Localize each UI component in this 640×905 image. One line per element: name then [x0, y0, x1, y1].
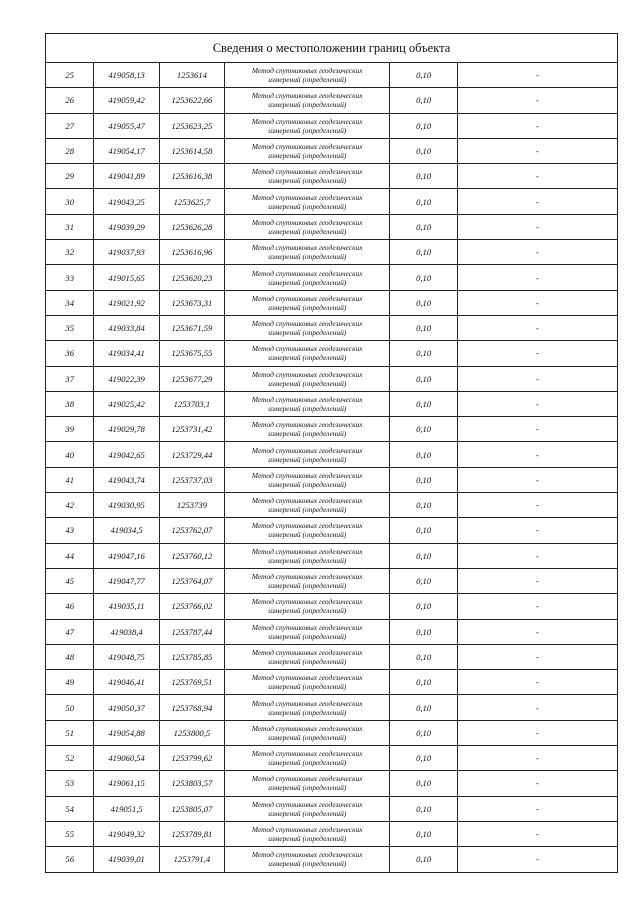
method-line-2: измерений (определений): [268, 454, 347, 464]
method-line-2: измерений (определений): [268, 328, 347, 338]
boundary-coordinates-table: [45, 33, 618, 873]
method-line-1: Метод спутниковых геодезических: [251, 799, 363, 809]
table-row: [46, 138, 618, 163]
table-row: [46, 619, 618, 644]
determination-method: [225, 341, 390, 366]
method-line-1: Метод спутниковых геодезических: [251, 395, 363, 404]
coordinate-x: 419050,37: [94, 695, 159, 720]
determination-method: [225, 720, 390, 745]
point-number: 36: [46, 341, 94, 366]
empty-value-dash: -: [457, 594, 617, 619]
empty-value-dash: -: [457, 366, 617, 391]
table-row: [46, 341, 618, 366]
coordinate-x: 419033,84: [94, 315, 159, 340]
table-row: [46, 518, 618, 543]
method-line-2: измерений (определений): [268, 707, 347, 717]
table-row: [46, 290, 618, 315]
table-row: [46, 214, 618, 239]
method-line-1: Метод спутниковых геодезических: [251, 572, 363, 582]
method-line-2: измерений (определений): [268, 555, 347, 565]
empty-value-dash: -: [457, 442, 617, 467]
point-number: 51: [46, 720, 94, 745]
empty-value-dash: -: [457, 644, 617, 669]
method-line-1: Метод спутниковых геодезических: [251, 597, 363, 607]
table-row: [46, 771, 618, 796]
coordinate-x: 419059,42: [94, 88, 159, 113]
point-number: 28: [46, 138, 94, 163]
precision-value: 0,10: [390, 138, 457, 163]
precision-value: 0,10: [390, 240, 457, 265]
point-number: 43: [46, 518, 94, 543]
point-number: 29: [46, 164, 94, 189]
method-line-1: Метод спутниковых геодезических: [251, 243, 363, 253]
determination-method: [225, 366, 390, 391]
determination-method: [225, 771, 390, 796]
coordinate-y: 1253622,66: [159, 88, 224, 113]
empty-value-dash: -: [457, 315, 617, 340]
coordinate-y: 1253739: [159, 493, 224, 518]
point-number: 49: [46, 670, 94, 695]
precision-value: 0,10: [390, 746, 457, 771]
point-number: 55: [46, 821, 94, 846]
empty-value-dash: -: [457, 695, 617, 720]
precision-value: 0,10: [390, 88, 457, 113]
coordinate-x: 419021,92: [94, 290, 159, 315]
method-line-1: Метод спутниковых геодезических: [251, 521, 363, 531]
coordinate-y: 1253737,03: [159, 467, 224, 492]
method-line-1: Метод спутниковых геодезических: [251, 698, 363, 708]
method-line-2: измерений (определений): [268, 277, 347, 287]
precision-value: 0,10: [390, 493, 457, 518]
point-number: 26: [46, 88, 94, 113]
method-line-2: измерений (определений): [268, 201, 347, 211]
coordinate-y: 1253799,62: [159, 746, 224, 771]
point-number: 42: [46, 493, 94, 518]
table-row: [46, 720, 618, 745]
method-line-2: измерений (определений): [268, 606, 347, 616]
empty-value-dash: -: [457, 290, 617, 315]
point-number: 40: [46, 442, 94, 467]
empty-value-dash: -: [457, 214, 617, 239]
method-line-2: измерений (определений): [268, 100, 347, 110]
coordinate-x: 419039,29: [94, 214, 159, 239]
determination-method: [225, 240, 390, 265]
method-line-2: измерений (определений): [268, 404, 347, 413]
method-line-1: Метод спутниковых геодезических: [251, 723, 363, 733]
coordinate-y: 1253614: [159, 63, 224, 88]
method-line-1: Метод спутниковых геодезических: [251, 496, 363, 506]
determination-method: [225, 619, 390, 644]
method-line-1: Метод спутниковых геодезических: [251, 369, 363, 379]
point-number: 32: [46, 240, 94, 265]
method-line-2: измерений (определений): [268, 75, 347, 85]
precision-value: 0,10: [390, 391, 457, 416]
determination-method: [225, 290, 390, 315]
method-line-1: Метод спутниковых геодезических: [251, 66, 363, 76]
method-line-1: Метод спутниковых геодезических: [251, 344, 363, 354]
table-row: [46, 189, 618, 214]
coordinate-y: 1253769,51: [159, 670, 224, 695]
coordinate-x: 419037,93: [94, 240, 159, 265]
empty-value-dash: -: [457, 341, 617, 366]
point-number: 30: [46, 189, 94, 214]
point-number: 39: [46, 417, 94, 442]
coordinate-x: 419047,16: [94, 543, 159, 568]
empty-value-dash: -: [457, 670, 617, 695]
determination-method: [225, 644, 390, 669]
coordinate-x: 419042,65: [94, 442, 159, 467]
method-line-2: измерений (определений): [268, 834, 347, 844]
table-row: [46, 391, 618, 416]
method-line-1: Метод спутниковых геодезических: [251, 420, 363, 430]
empty-value-dash: -: [457, 821, 617, 846]
method-line-2: измерений (определений): [268, 758, 347, 768]
method-line-2: измерений (определений): [268, 530, 347, 540]
table-row: [46, 315, 618, 340]
coordinate-y: 1253675,55: [159, 341, 224, 366]
coordinate-x: 419038,4: [94, 619, 159, 644]
method-line-2: измерений (определений): [268, 682, 347, 692]
coordinate-x: 419025,42: [94, 391, 159, 416]
point-number: 46: [46, 594, 94, 619]
precision-value: 0,10: [390, 568, 457, 593]
coordinate-y: 1253729,44: [159, 442, 224, 467]
table-row: [46, 467, 618, 492]
method-line-2: измерений (определений): [268, 732, 347, 742]
method-line-1: Метод спутниковых геодезических: [251, 217, 363, 227]
point-number: 52: [46, 746, 94, 771]
coordinate-y: 1253768,94: [159, 695, 224, 720]
precision-value: 0,10: [390, 290, 457, 315]
determination-method: [225, 746, 390, 771]
determination-method: [225, 594, 390, 619]
point-number: 54: [46, 796, 94, 821]
coordinate-y: 1253616,96: [159, 240, 224, 265]
precision-value: 0,10: [390, 366, 457, 391]
method-line-2: измерений (определений): [268, 859, 347, 869]
precision-value: 0,10: [390, 670, 457, 695]
determination-method: [225, 417, 390, 442]
coordinate-y: 1253625,7: [159, 189, 224, 214]
precision-value: 0,10: [390, 442, 457, 467]
determination-method: [225, 543, 390, 568]
empty-value-dash: -: [457, 164, 617, 189]
point-number: 33: [46, 265, 94, 290]
determination-method: [225, 138, 390, 163]
empty-value-dash: -: [457, 467, 617, 492]
precision-value: 0,10: [390, 821, 457, 846]
table-row: [46, 417, 618, 442]
determination-method: [225, 847, 390, 872]
method-line-2: измерений (определений): [268, 631, 347, 641]
point-number: 38: [46, 391, 94, 416]
determination-method: [225, 88, 390, 113]
point-number: 25: [46, 63, 94, 88]
coordinate-y: 1253703,1: [159, 391, 224, 416]
precision-value: 0,10: [390, 796, 457, 821]
method-line-2: измерений (определений): [268, 808, 347, 818]
precision-value: 0,10: [390, 467, 457, 492]
empty-value-dash: -: [457, 265, 617, 290]
method-line-1: Метод спутниковых геодезических: [251, 850, 363, 860]
method-line-1: Метод спутниковых геодезических: [251, 470, 363, 480]
empty-value-dash: -: [457, 619, 617, 644]
determination-method: [225, 670, 390, 695]
empty-value-dash: -: [457, 63, 617, 88]
precision-value: 0,10: [390, 63, 457, 88]
determination-method: [225, 821, 390, 846]
determination-method: [225, 189, 390, 214]
method-line-1: Метод спутниковых геодезических: [251, 293, 363, 303]
method-line-2: измерений (определений): [268, 429, 347, 439]
table-row: [46, 113, 618, 138]
table-row: [46, 543, 618, 568]
method-line-2: измерений (определений): [268, 125, 347, 135]
method-line-2: измерений (определений): [268, 176, 347, 186]
method-line-1: Метод спутниковых геодезических: [251, 647, 363, 657]
coordinate-x: 419046,41: [94, 670, 159, 695]
table-row: [46, 670, 618, 695]
empty-value-dash: -: [457, 746, 617, 771]
method-line-1: Метод спутниковых геодезических: [251, 167, 363, 177]
method-line-2: измерений (определений): [268, 151, 347, 161]
point-number: 50: [46, 695, 94, 720]
coordinate-x: 419055,47: [94, 113, 159, 138]
determination-method: [225, 796, 390, 821]
point-number: 35: [46, 315, 94, 340]
coordinate-x: 419061,15: [94, 771, 159, 796]
determination-method: [225, 695, 390, 720]
method-line-1: Метод спутниковых геодезических: [251, 116, 363, 126]
method-line-2: измерений (определений): [268, 226, 347, 236]
table-row: [46, 88, 618, 113]
empty-value-dash: -: [457, 391, 617, 416]
coordinate-x: 419022,39: [94, 366, 159, 391]
point-number: 34: [46, 290, 94, 315]
document-sheet: [45, 33, 618, 873]
precision-value: 0,10: [390, 417, 457, 442]
coordinate-y: 1253623,25: [159, 113, 224, 138]
coordinate-y: 1253791,4: [159, 847, 224, 872]
determination-method: [225, 265, 390, 290]
coordinate-y: 1253800,5: [159, 720, 224, 745]
point-number: 41: [46, 467, 94, 492]
coordinate-y: 1253760,12: [159, 543, 224, 568]
determination-method: [225, 63, 390, 88]
table-row: [46, 366, 618, 391]
method-line-2: измерений (определений): [268, 378, 347, 388]
table-row: [46, 594, 618, 619]
precision-value: 0,10: [390, 594, 457, 619]
empty-value-dash: -: [457, 189, 617, 214]
method-line-2: измерений (определений): [268, 656, 347, 666]
coordinate-y: 1253764,07: [159, 568, 224, 593]
determination-method: [225, 493, 390, 518]
precision-value: 0,10: [390, 265, 457, 290]
table-title: Сведения о местоположении границ объекта: [46, 34, 618, 63]
coordinate-x: 419058,13: [94, 63, 159, 88]
point-number: 56: [46, 847, 94, 872]
coordinate-y: 1253787,44: [159, 619, 224, 644]
coordinate-y: 1253614,58: [159, 138, 224, 163]
method-line-1: Метод спутниковых геодезических: [251, 774, 363, 784]
coordinate-x: 419034,5: [94, 518, 159, 543]
coordinate-y: 1253731,42: [159, 417, 224, 442]
precision-value: 0,10: [390, 695, 457, 720]
point-number: 27: [46, 113, 94, 138]
point-number: 47: [46, 619, 94, 644]
precision-value: 0,10: [390, 189, 457, 214]
empty-value-dash: -: [457, 493, 617, 518]
empty-value-dash: -: [457, 113, 617, 138]
precision-value: 0,10: [390, 341, 457, 366]
empty-value-dash: -: [457, 240, 617, 265]
coordinate-x: 419049,32: [94, 821, 159, 846]
determination-method: [225, 518, 390, 543]
coordinate-y: 1253626,28: [159, 214, 224, 239]
empty-value-dash: -: [457, 543, 617, 568]
table-row: [46, 847, 618, 872]
precision-value: 0,10: [390, 543, 457, 568]
coordinate-x: 419034,41: [94, 341, 159, 366]
method-line-1: Метод спутниковых геодезических: [251, 319, 363, 329]
coordinate-y: 1253762,07: [159, 518, 224, 543]
coordinate-x: 419030,95: [94, 493, 159, 518]
determination-method: [225, 467, 390, 492]
coordinate-x: 419015,65: [94, 265, 159, 290]
method-line-2: измерений (определений): [268, 581, 347, 591]
coordinate-x: 419043,74: [94, 467, 159, 492]
table-row: [46, 493, 618, 518]
point-number: 48: [46, 644, 94, 669]
precision-value: 0,10: [390, 518, 457, 543]
table-row: [46, 568, 618, 593]
coordinate-y: 1253785,85: [159, 644, 224, 669]
table-row: [46, 644, 618, 669]
empty-value-dash: -: [457, 568, 617, 593]
coordinate-x: 419054,88: [94, 720, 159, 745]
precision-value: 0,10: [390, 847, 457, 872]
method-line-2: измерений (определений): [268, 505, 347, 515]
method-line-2: измерений (определений): [268, 479, 347, 489]
empty-value-dash: -: [457, 720, 617, 745]
table-row: [46, 442, 618, 467]
coordinate-y: 1253789,81: [159, 821, 224, 846]
coordinate-y: 1253803,57: [159, 771, 224, 796]
determination-method: [225, 391, 390, 416]
method-line-2: измерений (определений): [268, 252, 347, 262]
method-line-1: Метод спутниковых геодезических: [251, 825, 363, 835]
point-number: 37: [46, 366, 94, 391]
precision-value: 0,10: [390, 214, 457, 239]
coordinate-x: 419060,54: [94, 746, 159, 771]
coordinate-x: 419047,77: [94, 568, 159, 593]
method-line-2: измерений (определений): [268, 353, 347, 363]
empty-value-dash: -: [457, 417, 617, 442]
method-line-1: Метод спутниковых геодезических: [251, 142, 363, 152]
point-number: 44: [46, 543, 94, 568]
method-line-2: измерений (определений): [268, 783, 347, 793]
coordinate-x: 419043,25: [94, 189, 159, 214]
coordinate-y: 1253677,29: [159, 366, 224, 391]
table-row: [46, 265, 618, 290]
empty-value-dash: -: [457, 88, 617, 113]
coordinate-y: 1253673,31: [159, 290, 224, 315]
method-line-1: Метод спутниковых геодезических: [251, 91, 363, 101]
determination-method: [225, 164, 390, 189]
method-line-1: Метод спутниковых геодезических: [251, 268, 363, 278]
table-row: [46, 695, 618, 720]
method-line-1: Метод спутниковых геодезических: [251, 192, 363, 202]
method-line-1: Метод спутниковых геодезических: [251, 673, 363, 683]
coordinate-x: 419035,11: [94, 594, 159, 619]
empty-value-dash: -: [457, 771, 617, 796]
empty-value-dash: -: [457, 138, 617, 163]
method-line-1: Метод спутниковых геодезических: [251, 445, 363, 455]
coordinate-y: 1253671,59: [159, 315, 224, 340]
table-title-row: [46, 34, 618, 63]
determination-method: [225, 214, 390, 239]
table-row: [46, 63, 618, 88]
point-number: 53: [46, 771, 94, 796]
point-number: 31: [46, 214, 94, 239]
coordinate-x: 419048,75: [94, 644, 159, 669]
method-line-2: измерений (определений): [268, 302, 347, 312]
empty-value-dash: -: [457, 518, 617, 543]
coordinate-y: 1253805,07: [159, 796, 224, 821]
determination-method: [225, 568, 390, 593]
determination-method: [225, 442, 390, 467]
coordinate-y: 1253616,38: [159, 164, 224, 189]
coordinate-x: 419029,78: [94, 417, 159, 442]
table-row: [46, 164, 618, 189]
method-line-1: Метод спутниковых геодезических: [251, 546, 363, 556]
method-line-1: Метод спутниковых геодезических: [251, 622, 363, 632]
precision-value: 0,10: [390, 315, 457, 340]
precision-value: 0,10: [390, 619, 457, 644]
empty-value-dash: -: [457, 796, 617, 821]
coordinate-x: 419051,5: [94, 796, 159, 821]
empty-value-dash: -: [457, 847, 617, 872]
coordinate-y: 1253620,23: [159, 265, 224, 290]
precision-value: 0,10: [390, 720, 457, 745]
precision-value: 0,10: [390, 644, 457, 669]
method-line-1: Метод спутниковых геодезических: [251, 749, 363, 759]
table-row: [46, 821, 618, 846]
determination-method: [225, 113, 390, 138]
coordinate-y: 1253766,02: [159, 594, 224, 619]
table-row: [46, 240, 618, 265]
point-number: 45: [46, 568, 94, 593]
precision-value: 0,10: [390, 113, 457, 138]
coordinate-x: 419054,17: [94, 138, 159, 163]
table-row: [46, 796, 618, 821]
precision-value: 0,10: [390, 164, 457, 189]
table-row: [46, 746, 618, 771]
determination-method: [225, 315, 390, 340]
coordinate-x: 419039,01: [94, 847, 159, 872]
coordinate-x: 419041,89: [94, 164, 159, 189]
precision-value: 0,10: [390, 771, 457, 796]
